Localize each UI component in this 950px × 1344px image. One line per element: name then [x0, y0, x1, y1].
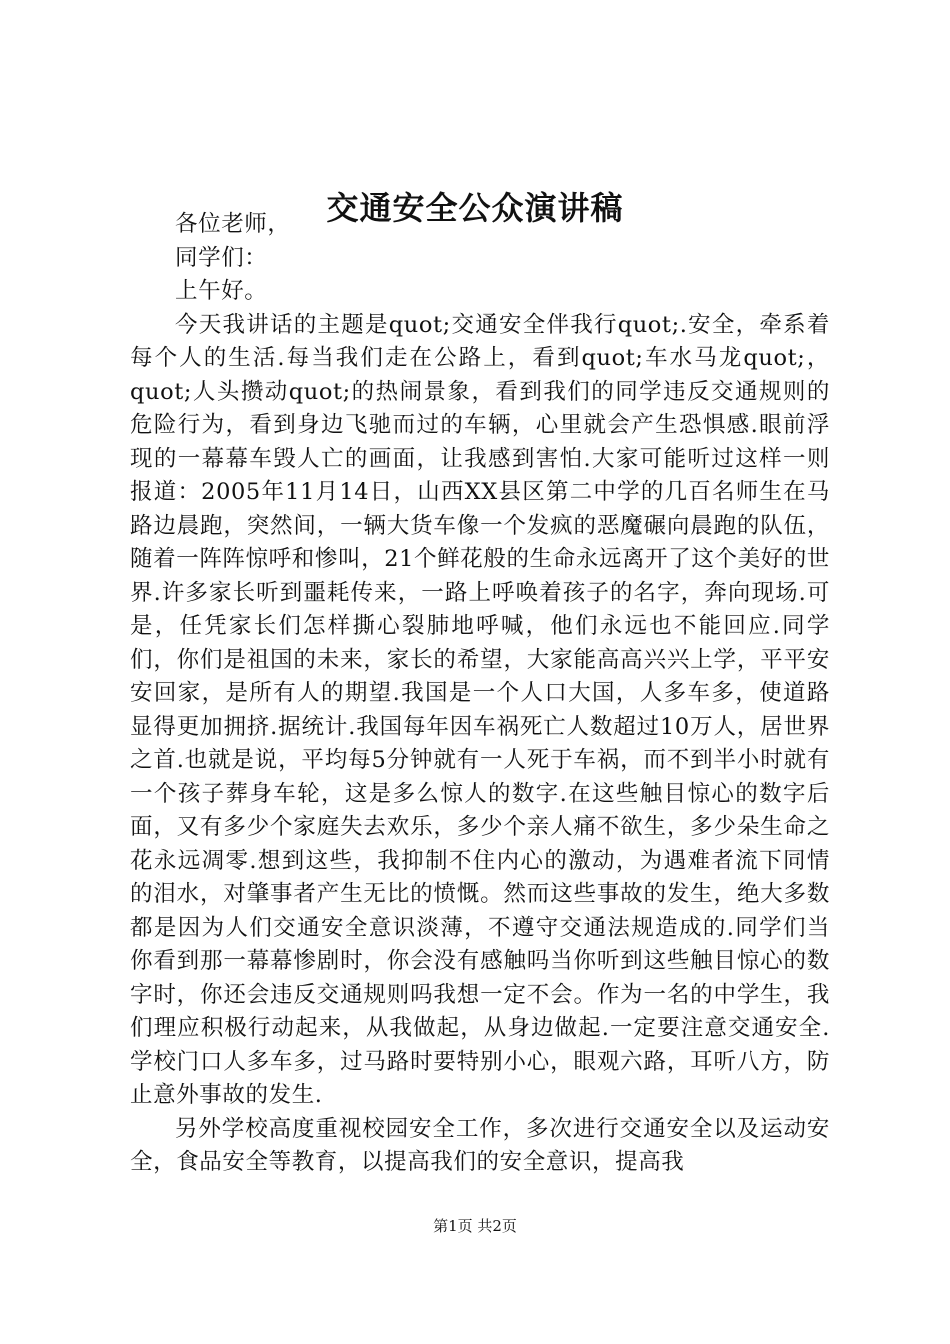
body-paragraph-main: 今天我讲话的主题是quot;交通安全伴我行quot;.安全，牵系着每个人的生活.每当我们走在公路上，看到quot;车水马龙quot;，quot;人头攒动quot;的热闹景象，看到我们的同学违反交通规则的危险行为，看到身边飞驰而过的车辆，心里就会产生恐惧感.眼前浮现的一幕幕车毁人亡的画面，让我感到害怕.大家可能听过这样一则报道：2005年11月14日，山西XX县区第二中学的几百名师生在马路边晨跑，突然间，一辆大货车像一个发疯的恶魔碾向晨跑的队伍，随着一阵阵惊呼和惨叫，21个鲜花般的生命永远离开了这个美好的世界.许多家长听到噩耗传来，一路上呼唤着孩子的名字，奔向现场.可是，任凭家长们怎样撕心裂肺地呼喊，他们永远也不能回应.同学们，你们是祖国的未来，家长的希望，大家能高高兴兴上学，平平安安回家，是所有人的期望.我国是一个人口大国，人多车多，使道路显得更加拥挤.据统计.我国每年因车祸死亡人数超过10万人，居世界之首.也就是说，平均每5分钟就有一人死于车祸，而不到半小时就有一个孩子葬身车轮，这是多么惊人的数字.在这些触目惊心的数字后面，又有多少个家庭失去欢乐，多少个亲人痛不欲生，多少朵生命之花永远凋零.想到这些，我抑制不住内心的激动，为遇难者流下同情的泪水，对肇事者产生无比的愤慨。然而这些事故的发生，绝大多数都是因为人们交通安全意识淡薄，不遵守交通法规造成的.同学们当你看到那一幕幕惨剧时，你会没有感触吗当你听到这些触目惊心的数字时，你还会违反交通规则吗我想一定不会。作为一名的中学生，我们理应积极行动起来，从我做起，从身边做起.一定要注意交通安全.学校门口人多车多，过马路时要特别小心，眼观六路，耳听八方，防止意外事故的发生. — [130, 311, 830, 1108]
body-paragraph-continued: 另外学校高度重视校园安全工作，多次进行交通安全以及运动安全，食品安全等教育，以提高我们的安全意识，提高我 — [130, 1115, 830, 1175]
salutation-teachers: 各位老师， — [175, 211, 291, 237]
page-number-footer: 第1页 共2页 — [433, 1217, 517, 1235]
greeting: 上午好。 — [175, 278, 268, 304]
document-body — [130, 208, 830, 1180]
salutation-students: 同学们： — [175, 244, 268, 271]
document-title: 交通安全公众演讲稿 — [326, 189, 624, 227]
